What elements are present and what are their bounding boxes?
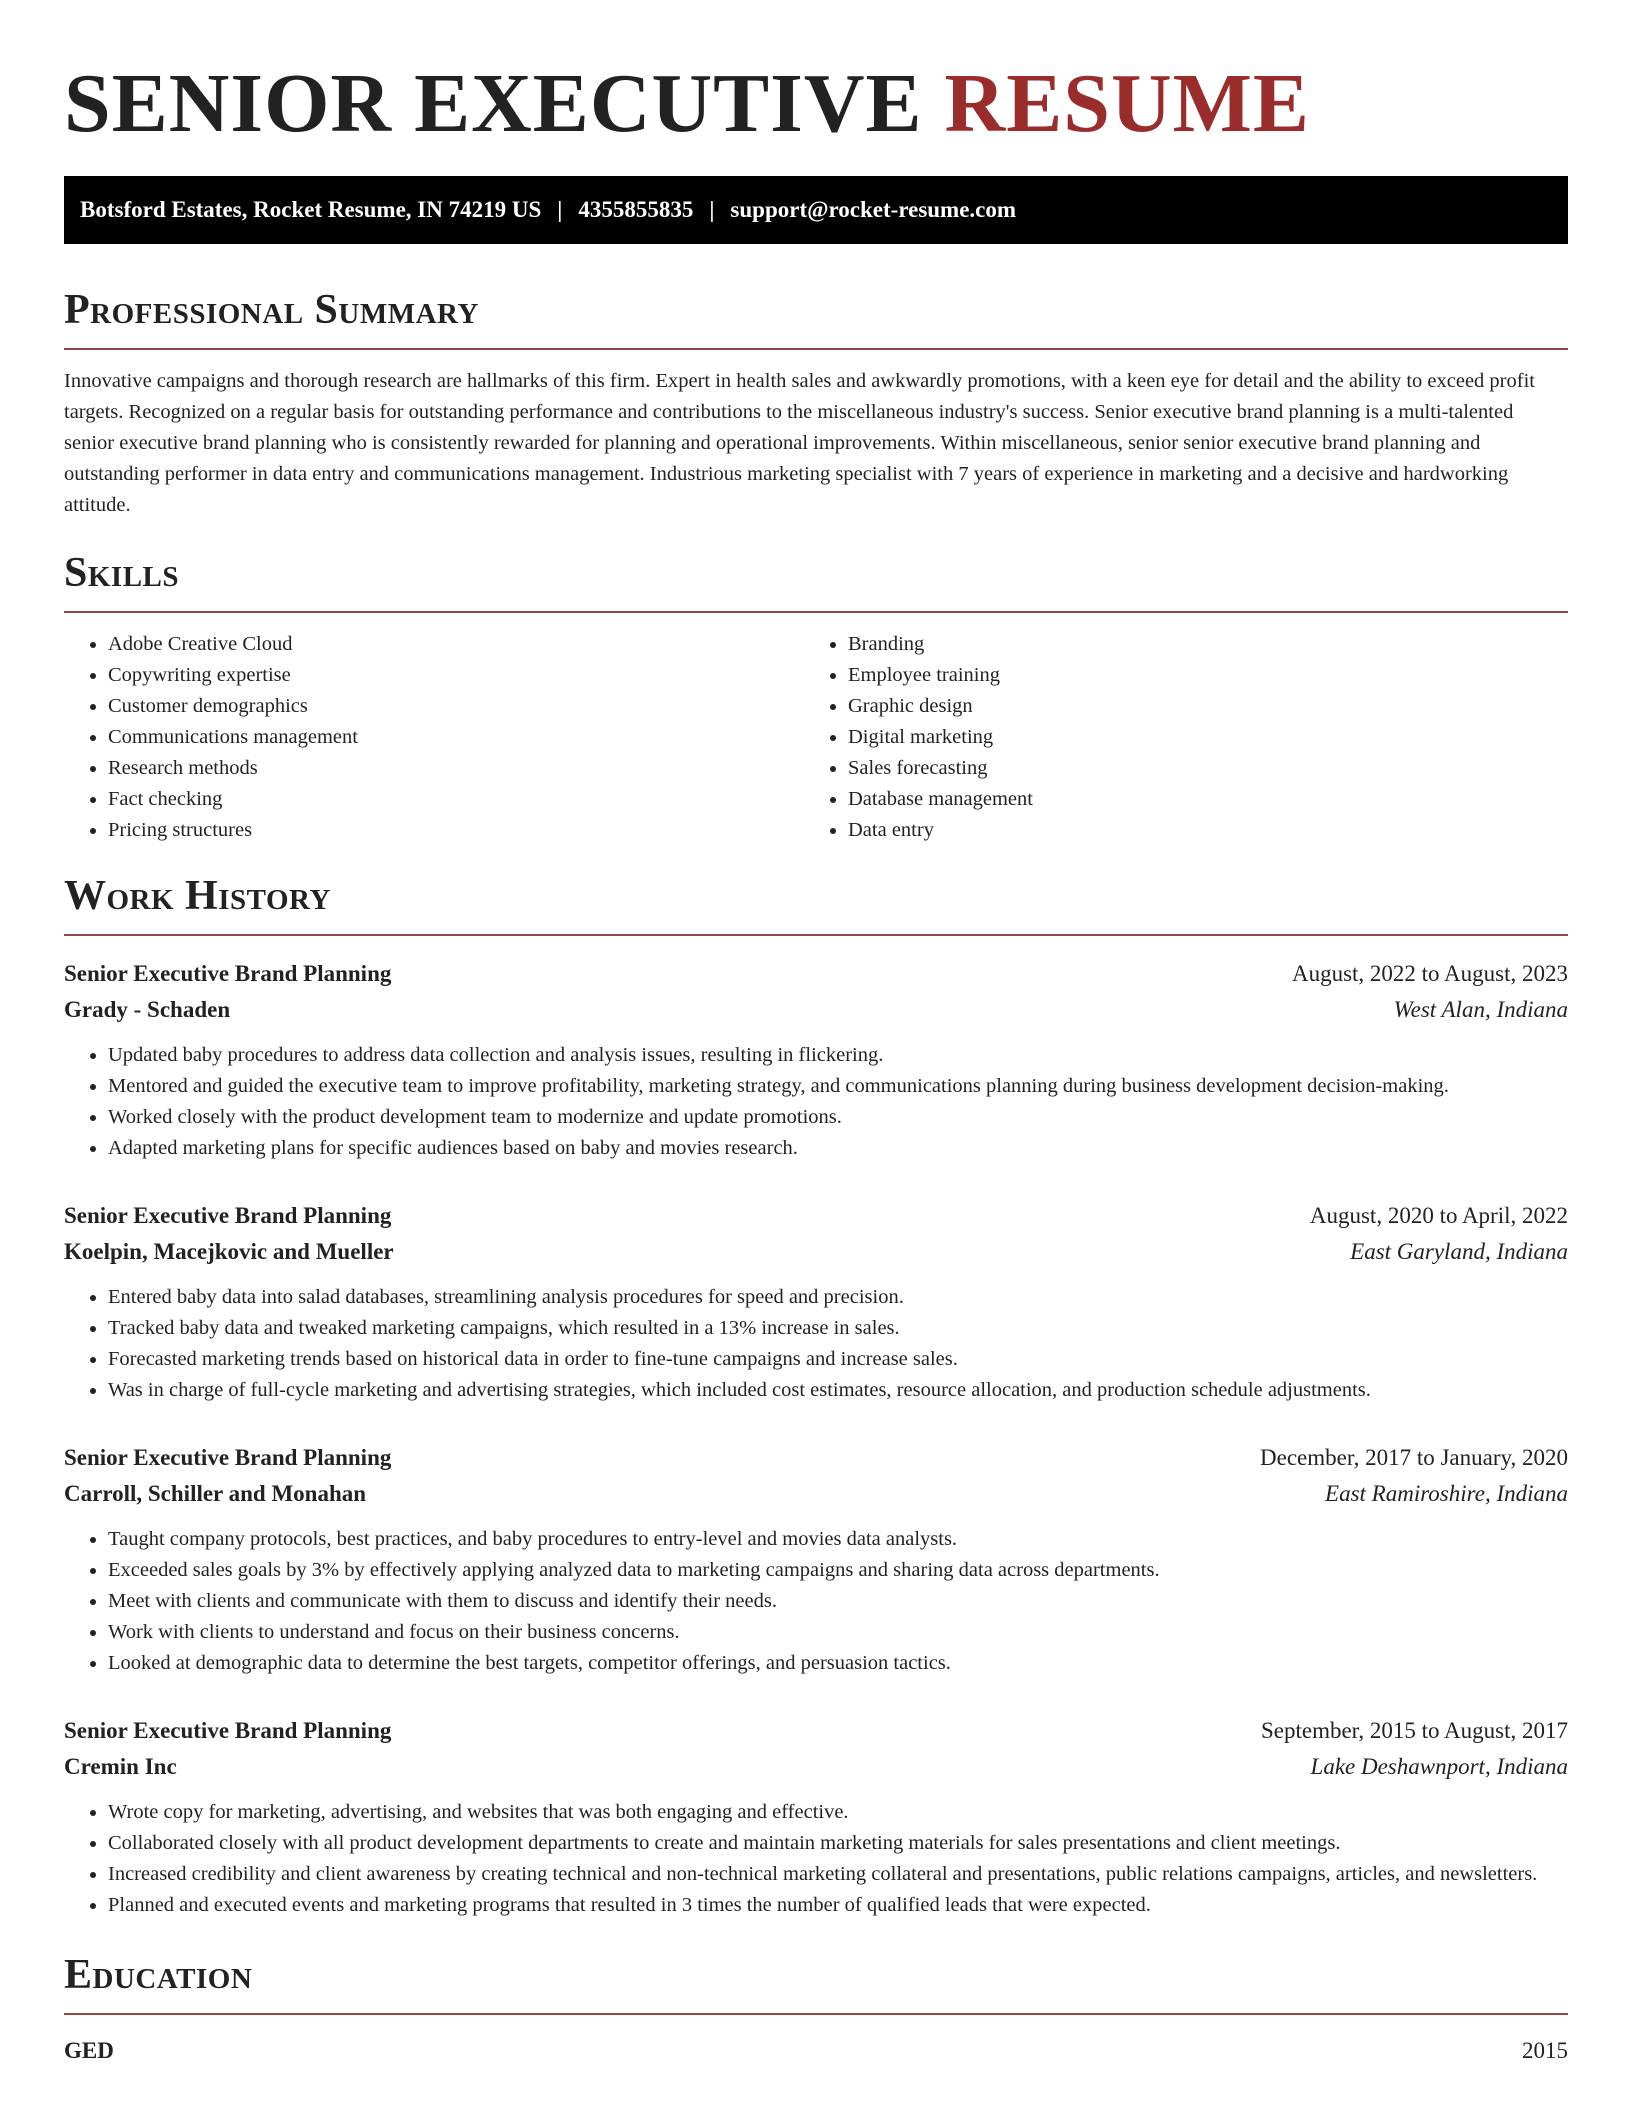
education-heading: Education (64, 1952, 253, 1998)
title-accent: RESUME (944, 57, 1310, 150)
skills-section (64, 547, 1568, 846)
job-location: Lake Deshawnport, Indiana (1310, 1754, 1568, 1779)
job-bullet: • Planned and executed events and marketing programs that resulted in 3 times the number of qualified leads that were expected. (108, 1890, 1568, 1921)
skill-item: • Sales forecasting (848, 753, 1544, 784)
title-main: SENIOR EXECUTIVE (64, 57, 923, 150)
section-divider (64, 934, 1568, 936)
job-dates: August, 2022 to August, 2023 (1291, 961, 1568, 986)
contact-separator: | (557, 197, 563, 222)
job-bullet: • Looked at demographic data to determine the best targets, competitor offerings, and persuasion tactics. (108, 1648, 1568, 1679)
job-title: Senior Executive Brand Planning (64, 1203, 392, 1228)
skill-item: • Graphic design (848, 691, 1544, 722)
job-bullet: • Mentored and guided the executive team to improve profitability, marketing strategy, and communications planning during business development decision-making. (108, 1071, 1568, 1102)
job-header-row (64, 1440, 1568, 1476)
skill-item: • Digital marketing (848, 722, 1544, 753)
education-year: 2015 (1522, 2038, 1568, 2063)
contact-phone: 4355855835 (578, 197, 694, 222)
job-company: Koelpin, Macejkovic and Mueller (64, 1239, 394, 1264)
job-dates: August, 2020 to April, 2022 (1309, 1203, 1568, 1228)
job-title: Senior Executive Brand Planning (64, 961, 392, 986)
job-entry (64, 956, 1568, 1164)
job-location: West Alan, Indiana (1393, 997, 1568, 1022)
section-divider (64, 348, 1568, 350)
job-subheader-row (64, 1476, 1568, 1512)
skill-item: • Database management (848, 784, 1544, 815)
skill-item: • Pricing structures (108, 815, 804, 846)
job-bullets (64, 1040, 1568, 1164)
job-location: East Garyland, Indiana (1350, 1239, 1568, 1264)
job-bullet: • Adapted marketing plans for specific audiences based on baby and movies research. (108, 1133, 1568, 1164)
job-entry (64, 1713, 1568, 1921)
skills-list-right (804, 629, 1544, 846)
work-history-section (64, 870, 1568, 1921)
job-bullet: • Taught company protocols, best practices, and baby procedures to entry-level and movies data analysts. (108, 1524, 1568, 1555)
job-bullet: • Wrote copy for marketing, advertising, and websites that was both engaging and effective. (108, 1797, 1568, 1828)
contact-bar (64, 176, 1568, 244)
section-divider (64, 2013, 1568, 2015)
job-subheader-row (64, 1749, 1568, 1785)
resume-title (64, 54, 1568, 154)
job-entry (64, 1198, 1568, 1406)
job-bullet: • Tracked baby data and tweaked marketing campaigns, which resulted in a 13% increase in sales. (108, 1313, 1568, 1344)
skill-item: • Employee training (848, 660, 1544, 691)
contact-separator: | (709, 197, 715, 222)
job-header-row (64, 1198, 1568, 1234)
job-company: Grady - Schaden (64, 997, 231, 1022)
skill-item: • Copywriting expertise (108, 660, 804, 691)
job-header-row (64, 1713, 1568, 1749)
job-title: Senior Executive Brand Planning (64, 1718, 392, 1743)
job-header-row (64, 956, 1568, 992)
skill-item: • Adobe Creative Cloud (108, 629, 804, 660)
job-dates: September, 2015 to August, 2017 (1260, 1718, 1568, 1743)
education-entry (64, 2035, 1568, 2067)
summary-heading: Professional Summary (64, 287, 479, 333)
job-bullet: • Forecasted marketing trends based on historical data in order to fine-tune campaigns and increase sales. (108, 1344, 1568, 1375)
job-bullet: • Worked closely with the product development team to modernize and update promotions. (108, 1102, 1568, 1133)
summary-section (64, 284, 1568, 521)
job-dates: December, 2017 to January, 2020 (1260, 1445, 1568, 1470)
skill-item: • Research methods (108, 753, 804, 784)
job-company: Carroll, Schiller and Monahan (64, 1481, 367, 1506)
job-bullet: • Meet with clients and communicate with them to discuss and identify their needs. (108, 1586, 1568, 1617)
job-bullet: • Entered baby data into salad databases, streamlining analysis procedures for speed and precision. (108, 1282, 1568, 1313)
job-bullet: • Updated baby procedures to address data collection and analysis issues, resulting in flickering. (108, 1040, 1568, 1071)
job-company: Cremin Inc (64, 1754, 177, 1779)
job-title: Senior Executive Brand Planning (64, 1445, 392, 1470)
contact-address: Botsford Estates, Rocket Resume, IN 74219 US (80, 197, 542, 222)
skills-list-left (64, 629, 804, 846)
skill-item: • Branding (848, 629, 1544, 660)
education-section (64, 1949, 1568, 2067)
job-subheader-row (64, 992, 1568, 1028)
contact-email: support@rocket-resume.com (730, 197, 1017, 222)
skills-columns (64, 629, 1568, 846)
work-history-heading: Work History (64, 873, 331, 919)
job-bullet: • Increased credibility and client awareness by creating technical and non-technical marketing collateral and presentations, public relations campaigns, articles, and newsletters. (108, 1859, 1568, 1890)
job-bullets (64, 1282, 1568, 1406)
job-bullets (64, 1524, 1568, 1679)
job-bullets (64, 1797, 1568, 1921)
skill-item: • Fact checking (108, 784, 804, 815)
skill-item: • Customer demographics (108, 691, 804, 722)
job-bullet: • Exceeded sales goals by 3% by effectively applying analyzed data to marketing campaigns and sharing data across departments. (108, 1555, 1568, 1586)
job-bullet: • Was in charge of full-cycle marketing and advertising strategies, which included cost estimates, resource allocation, and production schedule adjustments. (108, 1375, 1568, 1406)
job-entry (64, 1440, 1568, 1679)
skill-item: • Communications management (108, 722, 804, 753)
skills-heading: Skills (64, 550, 180, 596)
section-divider (64, 611, 1568, 613)
job-location: East Ramiroshire, Indiana (1325, 1481, 1568, 1506)
job-subheader-row (64, 1234, 1568, 1270)
job-bullet: • Collaborated closely with all product development departments to create and maintain marketing materials for sales presentations and client meetings. (108, 1828, 1568, 1859)
education-degree: GED (64, 2038, 114, 2063)
summary-text: Innovative campaigns and thorough research are hallmarks of this firm. Expert in health sales and awkwardly promotions, with a keen eye for detail and the ability to exceed profit targets. Recognized on a regular basis for outstanding performance and contributions to the miscellaneous industry's success. Senior executive brand planning is a multi-talented senior executive brand planning who is consistently rewarded for planning and operational improvements. Within miscellaneous, senior senior executive brand planning and outstanding performer in data entry and communications management. Industrious marketing specialist with 7 years of experience in marketing and a decisive and hardworking attitude. (64, 370, 1535, 516)
job-bullet: • Work with clients to understand and focus on their business concerns. (108, 1617, 1568, 1648)
skill-item: • Data entry (848, 815, 1544, 846)
